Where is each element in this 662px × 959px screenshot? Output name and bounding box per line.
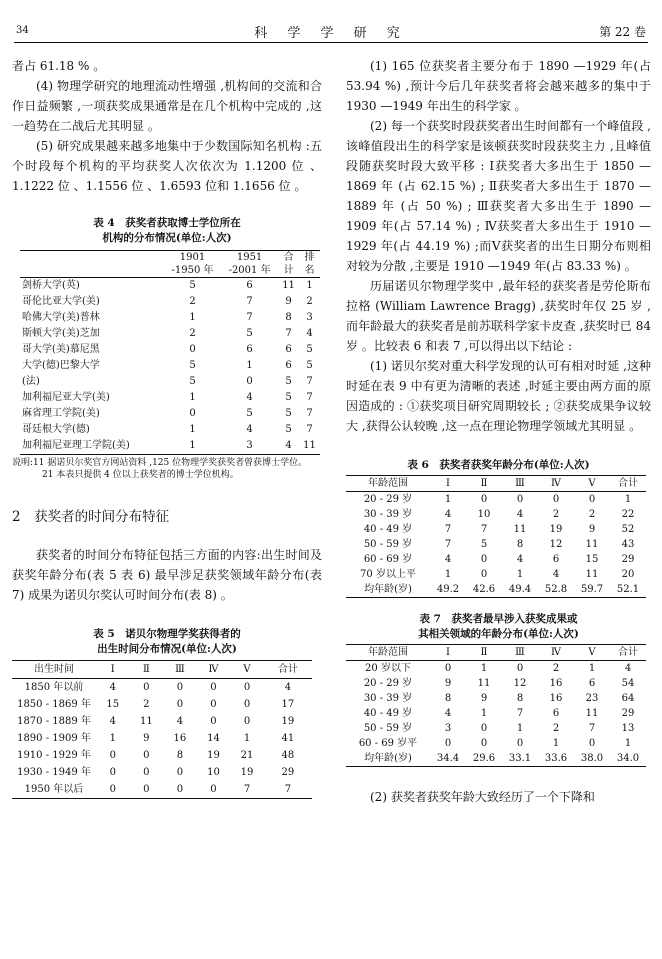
table-cell: 54 (621, 678, 635, 689)
table-cell: 5 (189, 280, 196, 291)
table-cell: 19 (240, 767, 254, 778)
table-header-cell: Ⅳ (551, 647, 561, 658)
table-cell: 0 (143, 767, 150, 778)
table-cell: 20 岁以下 (365, 663, 411, 674)
table-header-cell: Ⅲ (515, 478, 525, 489)
table-cell: 7 (243, 784, 251, 795)
table-4-caption: 表 4 获奖者获取博士学位所在 (93, 217, 241, 229)
table-cell: 2 (143, 699, 150, 710)
table-header-cell: 合计 (618, 478, 638, 489)
table-cell: 60 - 69 岁平 (358, 738, 418, 749)
table-cell: 0 (480, 554, 488, 565)
table-cell: 2 (189, 328, 196, 339)
table-cell: 7 (306, 408, 313, 419)
table-cell: 0 (109, 784, 116, 795)
table-4-note: 21 本表只提供 4 位以上获奖者的博士学位机构。 (42, 470, 239, 480)
table-cell: 6 (552, 708, 560, 719)
table-cell: 5 (189, 360, 196, 371)
table-cell: 麻省理工学院(美) (22, 408, 100, 419)
table-header-cell: Ⅰ (110, 664, 115, 675)
table-cell: 1 (243, 733, 251, 744)
table-header-cell: 合计 (283, 252, 294, 276)
table-cell: 29.6 (472, 753, 496, 764)
table-cell: 1 (189, 312, 196, 323)
table-4 (20, 250, 320, 455)
table-cell: 4 (306, 328, 313, 339)
table-cell: 19 (281, 716, 295, 727)
table-cell: 1 (516, 723, 524, 734)
paragraph: 者占 61.18 % 。 (12, 59, 106, 73)
table-cell: 33.6 (544, 753, 568, 764)
table-cell: 1 (444, 494, 452, 505)
table-cell: 2 (588, 509, 596, 520)
section-heading: 2 获奖者的时间分布特征 (12, 509, 170, 525)
table-row (346, 537, 646, 552)
table-row (20, 278, 320, 295)
table-cell: 9 (588, 524, 596, 535)
table-cell: 1 (444, 569, 452, 580)
table-cell: 6 (285, 360, 292, 371)
table-cell: 7 (516, 708, 524, 719)
table-cell: 64 (621, 693, 635, 704)
table-row (12, 730, 312, 747)
table-cell: 5 (246, 328, 253, 339)
table-cell: 4 (444, 708, 452, 719)
journal-title: 科 学 学 研 究 (254, 26, 408, 41)
left-column (12, 56, 322, 799)
table-row (12, 713, 312, 730)
table-cell: 0 (210, 682, 217, 693)
table-cell: 38.0 (580, 753, 604, 764)
table-cell: 5 (480, 539, 488, 550)
table-cell: 9 (143, 733, 150, 744)
table-row (346, 676, 646, 691)
table-cell: 5 (285, 408, 292, 419)
table-header-cell: 1901 -1950 年 (171, 252, 214, 276)
table-cell: 8 (444, 693, 452, 704)
table-cell: 哥廷根大学(德) (22, 424, 90, 435)
table-cell: 6 (552, 554, 560, 565)
table-cell: 7 (284, 784, 292, 795)
table-row (20, 326, 320, 342)
table-cell: 剑桥大学(英) (22, 280, 80, 291)
table-cell: 49.2 (436, 584, 460, 595)
table-cell: 1 (189, 392, 196, 403)
table-cell: 0 (143, 784, 150, 795)
table-row (346, 661, 646, 677)
table-cell: 20 (621, 569, 635, 580)
table-cell: 1 (246, 360, 253, 371)
table-cell: 4 (284, 682, 292, 693)
volume-number: 第 22 卷 (599, 25, 646, 39)
table-cell: 21 (240, 750, 254, 761)
table-cell: 29 (281, 767, 295, 778)
table-cell: 1850 年以前 (24, 682, 84, 693)
table-header-cell: Ⅴ (243, 664, 251, 675)
table-cell: 10 (477, 509, 491, 520)
table-4-note: 说明:11 据诺贝尔奖官方网站资料 ,125 位物理学奖获奖者曾获博士学位。 (12, 458, 308, 468)
table-header-cell: 合计 (277, 664, 298, 675)
table-row (20, 310, 320, 326)
table-row (12, 781, 312, 799)
table-cell: 0 (176, 784, 184, 795)
table-4-caption-line2: 机构的分布情况(单位:人次) (102, 232, 232, 244)
table-cell: 1 (306, 280, 313, 291)
table-cell: 52 (621, 524, 635, 535)
table-cell: 斯顿大学(美)芝加 (22, 328, 100, 339)
table-cell: 0 (176, 699, 184, 710)
table-cell: 16 (173, 733, 187, 744)
table-cell: 1850 - 1869 年 (17, 699, 91, 710)
table-cell: 30 - 39 岁 (363, 693, 413, 704)
table-cell: 70 岁以上平 (360, 569, 416, 580)
table-cell: 2 (552, 723, 560, 734)
table-cell: 0 (552, 494, 560, 505)
table-header-cell: 年龄范围 (368, 478, 408, 489)
table-cell: 52.1 (616, 584, 640, 595)
table-cell: 0 (243, 699, 251, 710)
table-cell: 10 (207, 767, 220, 778)
table-header-cell: Ⅰ (446, 647, 450, 658)
table-cell: 5 (285, 392, 292, 403)
table-cell: 11 (282, 280, 295, 291)
table-cell: 0 (444, 663, 452, 674)
table-cell: 0 (210, 699, 217, 710)
table-cell: 0 (243, 682, 251, 693)
table-cell: 3 (246, 440, 253, 451)
table-cell: 7 (480, 524, 488, 535)
table-row (346, 522, 646, 537)
table-cell: 7 (246, 312, 253, 323)
table-row (12, 696, 312, 713)
table-cell: 0 (143, 682, 150, 693)
table-cell: 0 (243, 716, 251, 727)
table-cell: 9 (285, 296, 292, 307)
table-cell: 哈佛大学(美)普林 (22, 312, 100, 323)
table-cell: 0 (246, 376, 253, 387)
table-cell: 0 (109, 767, 116, 778)
table-cell: 59.7 (580, 584, 604, 595)
table-cell: 0 (210, 716, 217, 727)
table-row (12, 747, 312, 764)
table-cell: 19 (549, 524, 563, 535)
table-cell: 0 (176, 767, 184, 778)
table-cell: 1 (588, 663, 596, 674)
paragraph: 历届诺贝尔物理学奖中 ,最年轻的获奖者是劳伦斯布拉格 (William Lawrence Bragg) ,获奖时年仅 25 岁 ,而年龄最大的获奖者是前苏联科学家卡皮查 ,获奖时已 84 岁 。比较表 6 和表 7 ,可以得出以下结论 : (346, 279, 651, 353)
table-cell: 11 (585, 708, 599, 719)
table-row (12, 764, 312, 781)
table-cell: 5 (285, 424, 292, 435)
table-cell: 2 (306, 296, 313, 307)
paragraph: (1) 165 位获奖者主要分布于 1890 —1929 年(占 53.94 %) ,预计今后几年获奖者将会越来越多的集中于 1930 —1949 年出生的科学家 。 (346, 59, 651, 113)
table-header-cell: Ⅲ (175, 664, 185, 675)
table-row (346, 582, 646, 598)
table-cell: 8 (285, 312, 292, 323)
table-cell: 50 - 59 岁 (363, 723, 413, 734)
table-row (20, 438, 320, 455)
table-cell: 3 (306, 312, 313, 323)
table-cell: 5 (306, 360, 313, 371)
table-cell: 11 (303, 440, 316, 451)
table-cell: 11 (139, 716, 153, 727)
table-row (346, 721, 646, 736)
page-number: 34 (16, 25, 29, 36)
table-cell: 7 (444, 539, 452, 550)
table-cell: 0 (516, 663, 524, 674)
table-row (346, 751, 646, 767)
table-5-caption-line2: 出生时间分布情况(单位:人次) (97, 643, 237, 655)
table-cell: 8 (516, 693, 524, 704)
table-cell: 11 (585, 539, 599, 550)
table-cell: 7 (588, 723, 596, 734)
table-cell: 4 (246, 392, 253, 403)
table-cell: 4 (285, 440, 292, 451)
table-row (20, 406, 320, 422)
table-cell: 15 (106, 699, 120, 710)
table-cell: 1 (109, 733, 116, 744)
table-row (346, 706, 646, 721)
table-row (12, 679, 312, 697)
table-cell: 0 (516, 494, 524, 505)
table-cell: 1 (624, 494, 632, 505)
table-cell: 0 (444, 738, 452, 749)
table-header-cell: 年龄范围 (368, 647, 408, 658)
table-cell: 49.4 (508, 584, 532, 595)
paragraph: (2) 获奖者获奖年龄大致经历了一个下降和 (370, 790, 595, 804)
table-header-cell: 出生时间 (34, 664, 74, 675)
table-cell: 11 (477, 678, 491, 689)
table-cell: 1 (189, 424, 196, 435)
table-cell: 4 (176, 716, 184, 727)
table-cell: 2 (552, 509, 560, 520)
table-row (20, 374, 320, 390)
table-row (20, 422, 320, 438)
table-row (20, 294, 320, 310)
table-header-cell: Ⅰ (446, 478, 450, 489)
table-cell: 1 (552, 738, 560, 749)
table-row (346, 691, 646, 706)
table-cell: 5 (246, 408, 253, 419)
table-cell: 0 (143, 750, 150, 761)
table-row (346, 736, 646, 751)
table-cell: 41 (281, 733, 295, 744)
table-cell: 1 (624, 738, 632, 749)
table-cell: 15 (585, 554, 599, 565)
table-cell: 52.8 (544, 584, 568, 595)
table-cell: 6 (246, 344, 253, 355)
table-cell: 4 (624, 663, 632, 674)
table-cell: 4 (516, 554, 524, 565)
table-5 (12, 660, 312, 799)
table-cell: 11 (513, 524, 527, 535)
table-cell: 0 (480, 723, 488, 734)
paragraph: (2) 每一个获奖时段获奖者出生时间都有一个峰值段 ,该峰值段出生的科学家是该顿获奖时段获奖主力 ,且峰值段随获奖时段大致平移 : Ⅰ获奖者大多出生于 1850 —1869 年 (占 62.15 %) ; Ⅱ获奖者大多出生于 1870 —1889 年 (占 50 %) ; Ⅲ获奖者大多出生于 1890 —1909 年(占 57.14 %) ; Ⅳ获奖者大多出生于 1910 —1929 年(占 44.19 %) ;而Ⅴ获奖者的出生日期分布则相对较为分散 ,主要是 1910 —1949 年(占 83.33 %) 。 (346, 119, 651, 273)
table-cell: 7 (444, 524, 452, 535)
table-cell: 11 (585, 569, 599, 580)
table-cell: 9 (480, 693, 488, 704)
table-header-cell: Ⅴ (588, 647, 596, 658)
paragraph: (5) 研究成果越来越多地集中于少数国际知名机构 :五个时段每个机构的平均获奖人次依次为 1.1200 位 、1.1222 位 、1.1556 位 、1.6593 位和 1.1656 位 。 (12, 139, 322, 193)
table-7-caption-line2: 其相关领域的年龄分布(单位:人次) (418, 628, 579, 640)
table-header-cell: Ⅳ (208, 664, 219, 675)
table-cell: 22 (621, 509, 635, 520)
table-header-cell: Ⅴ (588, 478, 596, 489)
table-row (346, 552, 646, 567)
table-cell: 1890 - 1909 年 (17, 733, 91, 744)
table-cell: 0 (588, 494, 596, 505)
table-header-cell: Ⅲ (515, 647, 525, 658)
table-7 (346, 644, 646, 767)
table-cell: 16 (549, 693, 563, 704)
table-cell: 8 (176, 750, 184, 761)
table-cell: 48 (281, 750, 295, 761)
table-cell: 5 (285, 376, 292, 387)
table-cell: 0 (189, 344, 196, 355)
table-cell: 7 (246, 296, 253, 307)
table-cell: 40 - 49 岁 (363, 708, 413, 719)
table-row (20, 390, 320, 406)
table-cell: 13 (621, 723, 635, 734)
table-header-cell: Ⅳ (551, 478, 561, 489)
table-cell: 0 (516, 738, 524, 749)
table-cell: 1 (189, 440, 196, 451)
table-cell: 0 (176, 682, 184, 693)
table-cell: 60 - 69 岁 (363, 554, 413, 565)
table-cell: 5 (306, 344, 313, 355)
table-cell: 哥大学(美)慕尼黑 (22, 344, 100, 355)
table-cell: 0 (480, 494, 488, 505)
table-cell: 42.6 (472, 584, 496, 595)
table-cell: 7 (306, 424, 313, 435)
table-cell: 23 (585, 693, 599, 704)
table-cell: 29 (621, 554, 635, 565)
table-cell: 6 (246, 280, 253, 291)
table-row (346, 507, 646, 522)
table-cell: 8 (516, 539, 524, 550)
table-header-cell: 合计 (618, 647, 638, 658)
table-cell: 1910 - 1929 年 (17, 750, 91, 761)
table-cell: 3 (444, 723, 452, 734)
table-cell: (法) (22, 376, 40, 387)
table-row (20, 358, 320, 374)
table-cell: 哥伦比亚大学(美) (22, 296, 100, 307)
table-cell: 0 (480, 569, 488, 580)
table-cell: 1930 - 1949 年 (17, 767, 91, 778)
table-cell: 14 (207, 733, 220, 744)
table-cell: 12 (513, 678, 527, 689)
paragraph: (4) 物理学研究的地理流动性增强 ,机构间的交流和合作日益频繁 ,一项获奖成果通常是在几个机构中完成的 ,这一趋势在二战后尤其明显 。 (12, 79, 322, 133)
table-cell: 19 (207, 750, 220, 761)
table-header-cell: Ⅱ (480, 647, 488, 658)
table-cell: 1870 - 1889 年 (17, 716, 91, 727)
table-row (346, 492, 646, 508)
table-cell: 2 (552, 663, 560, 674)
table-cell: 34.0 (616, 753, 640, 764)
table-cell: 2 (189, 296, 196, 307)
table-cell: 5 (189, 376, 196, 387)
table-cell: 7 (285, 328, 292, 339)
table-cell: 大学(德)巴黎大学 (22, 360, 100, 371)
table-cell: 1 (480, 708, 488, 719)
table-cell: 12 (549, 539, 563, 550)
table-5-caption: 表 5 诺贝尔物理学奖获得者的 (93, 628, 241, 640)
table-7-caption: 表 7 获奖者最早涉入获奖成果或 (419, 613, 578, 625)
table-cell: 6 (285, 344, 292, 355)
table-cell: 均年龄(岁) (364, 753, 412, 764)
table-cell: 0 (588, 738, 596, 749)
table-cell: 29 (621, 708, 635, 719)
table-cell: 30 - 39 岁 (363, 509, 413, 520)
table-cell: 20 - 29 岁 (363, 678, 413, 689)
table-header-cell: 排名 (304, 252, 315, 276)
table-row (20, 342, 320, 358)
table-cell: 4 (552, 569, 560, 580)
table-header-cell: Ⅱ (142, 664, 150, 675)
table-cell: 1 (516, 569, 524, 580)
table-cell: 4 (109, 682, 116, 693)
table-cell: 50 - 59 岁 (363, 539, 413, 550)
table-cell: 17 (281, 699, 295, 710)
table-cell: 4 (444, 509, 452, 520)
table-6 (346, 475, 646, 598)
table-row (346, 567, 646, 582)
table-cell: 加利福尼亚大学(美) (22, 392, 110, 403)
table-header-cell: Ⅱ (480, 478, 488, 489)
table-cell: 1 (480, 663, 488, 674)
running-header (14, 22, 648, 43)
table-cell: 4 (246, 424, 253, 435)
table-cell: 4 (516, 509, 524, 520)
table-cell: 加利福尼亚理工学院(美) (22, 440, 130, 451)
table-cell: 6 (588, 678, 596, 689)
table-cell: 0 (189, 408, 196, 419)
table-cell: 9 (444, 678, 452, 689)
paragraph: 获奖者的时间分布特征包括三方面的内容:出生时间及获奖年龄分布(表 5 表 6) 最早涉足获奖领域年龄分布(表 7) 成果为诺贝尔奖认可时间分布(表 8) 。 (12, 548, 322, 602)
table-cell: 4 (444, 554, 452, 565)
table-cell: 16 (549, 678, 563, 689)
table-cell: 33.1 (508, 753, 532, 764)
paragraph: (1) 诺贝尔奖对重大科学发现的认可有相对时延 ,这种时延在表 9 中有更为清晰的表述 ,时延主要由两方面的原因造成的 : ①获奖项目研究周期较长 ; ②获奖成果争议较大 ,获得公认较晚 ,这一点在理论物理学领域尤其明显 。 (346, 359, 651, 433)
table-cell: 4 (109, 716, 116, 727)
table-header-cell: 1951 -2001 年 (228, 252, 271, 276)
table-cell: 20 - 29 岁 (363, 494, 413, 505)
table-cell: 7 (306, 392, 313, 403)
table-6-caption: 表 6 获奖者获奖年龄分布(单位:人次) (407, 459, 590, 471)
table-cell: 均年龄(岁) (364, 584, 412, 595)
table-cell: 43 (621, 539, 635, 550)
table-cell: 0 (480, 738, 488, 749)
table-cell: 7 (306, 376, 313, 387)
table-cell: 1950 年以后 (24, 784, 84, 795)
table-cell: 34.4 (436, 753, 460, 764)
table-cell: 40 - 49 岁 (363, 524, 413, 535)
right-column (346, 56, 651, 807)
table-cell: 0 (109, 750, 116, 761)
table-cell: 0 (210, 784, 217, 795)
